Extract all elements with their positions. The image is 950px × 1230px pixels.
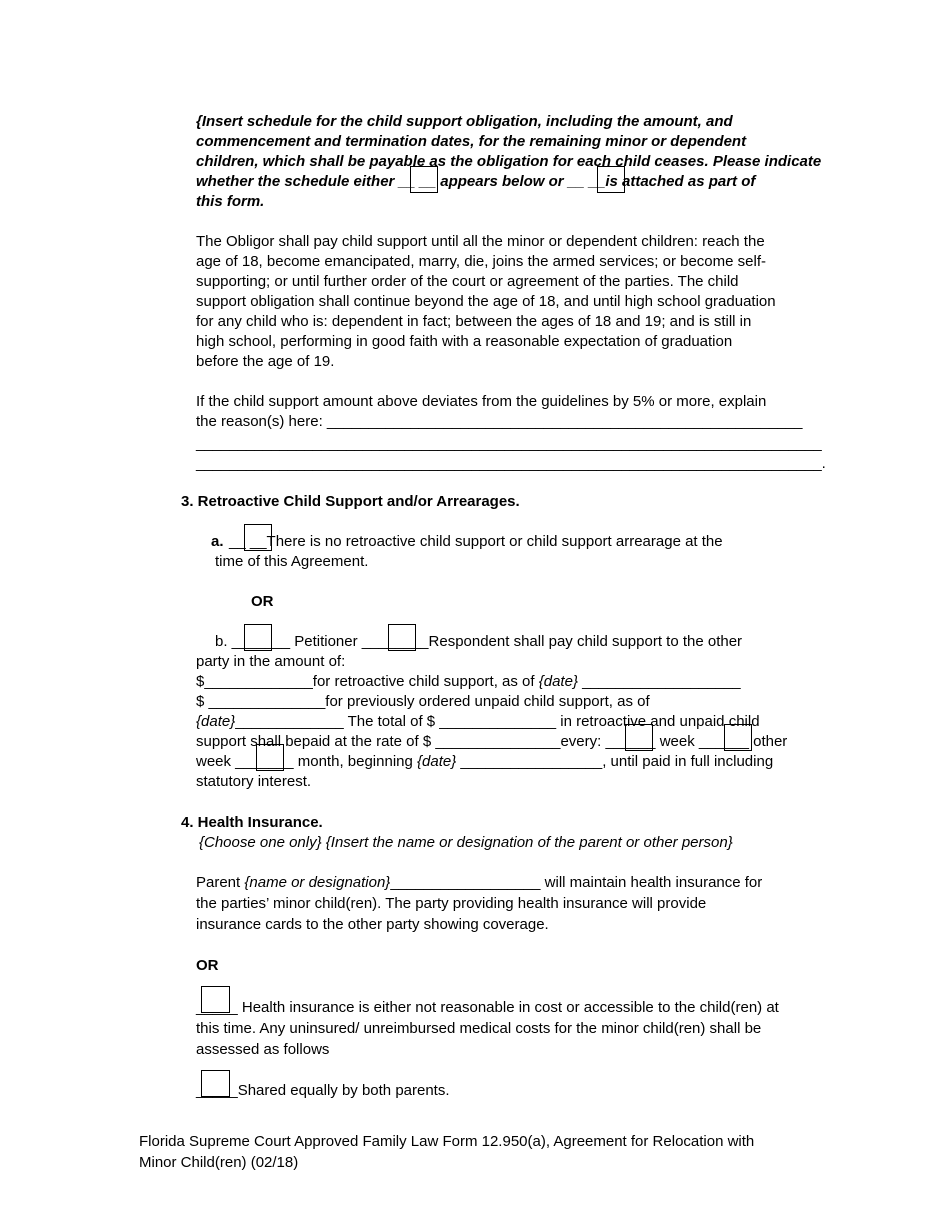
- parent-label: Parent: [196, 874, 245, 891]
- choose-one-instruction: {Choose one only} {Insert the name or designation of the parent or other person}: [199, 834, 733, 851]
- schedule-attached-checkbox[interactable]: [597, 166, 625, 193]
- section-3-or: OR: [251, 593, 274, 610]
- no-retroactive-support-checkbox[interactable]: [244, 524, 272, 551]
- parent-designation-label: {name or designation}: [244, 874, 391, 891]
- retroactive-date-field[interactable]: ___________________: [577, 673, 741, 690]
- deviation-line-1: If the child support amount above deviates from the guidelines by 5% or more, explain: [196, 393, 767, 410]
- parent-designation-line[interactable]: [196, 873, 762, 893]
- schedule-appears-below-checkbox[interactable]: [410, 166, 438, 193]
- parent-line-2: the parties’ minor child(ren). The party providing health insurance will provide: [196, 895, 707, 912]
- section-4-heading: 4. Health Insurance.: [181, 814, 323, 831]
- schedule-line-2: commencement and termination dates, for the remaining minor or dependent: [196, 133, 747, 150]
- footer-line-1: Florida Supreme Court Approved Family Law Form 12.950(a), Agreement for Relocation with: [139, 1133, 755, 1150]
- deviation-reason-field[interactable]: the reason(s) here: _________________________________________________________: [196, 413, 803, 430]
- obligor-line-6: high school, performing in good faith with a reasonable expectation of graduation: [196, 333, 733, 350]
- parent-line-3: insurance cards to the other party showing coverage.: [196, 916, 549, 933]
- obligor-line-3: supporting; or until further order of the court or agreement of the parties. The child: [196, 273, 739, 290]
- shared-equally-line: _____Shared equally by both parents.: [196, 1082, 450, 1099]
- option-a-line-1: __ __There is no retroactive child support or child support arrearage at the: [229, 533, 723, 550]
- petitioner-checkbox[interactable]: [244, 624, 272, 651]
- obligor-line-2: age of 18, become emancipated, marry, die, joins the armed services; or become self-: [196, 253, 766, 270]
- schedule-line-5: this form.: [196, 193, 265, 210]
- beginning-date-field[interactable]: _________________, until paid in full including: [456, 753, 774, 770]
- schedule-line-1: {Insert schedule for the child support obligation, including the amount, and: [196, 113, 733, 130]
- option-b-line-1: b. _______ Petitioner ________Respondent shall pay child support to the other: [215, 633, 743, 650]
- obligor-line-4: support obligation shall continue beyond the age of 18, and until high school graduation: [196, 293, 776, 310]
- unpaid-amount-line[interactable]: $ ______________for previously ordered unpaid child support, as of: [196, 693, 650, 710]
- total-amount-text[interactable]: _____________ The total of $ ______________ in retroactive and unpaid child: [235, 713, 760, 730]
- total-line[interactable]: [196, 712, 760, 732]
- respondent-checkbox[interactable]: [388, 624, 416, 651]
- unpaid-date-label: {date}: [196, 713, 236, 730]
- parent-designation-field[interactable]: __________________ will maintain health insurance for: [390, 874, 763, 891]
- deviation-reason-line-2[interactable]: ___________________________________________________________________________: [196, 435, 822, 452]
- not-reasonable-line-1: _____ Health insurance is either not reasonable in cost or accessible to the child(ren) at: [196, 999, 779, 1016]
- month-text: week _______ month, beginning: [196, 753, 418, 770]
- section-3-heading: 3. Retroactive Child Support and/or Arrearages.: [181, 493, 520, 510]
- retroactive-amount-line[interactable]: [196, 672, 741, 692]
- option-a-label: a.: [211, 533, 224, 550]
- weekly-checkbox[interactable]: [625, 724, 653, 751]
- other-week-checkbox[interactable]: [724, 724, 752, 751]
- payment-rate-line[interactable]: support shall bepaid at the rate of $ _______________every: ______ week ______ other: [196, 733, 788, 750]
- obligor-line-5: for any child who is: dependent in fact; between the ages of 18 and 19; and is still in: [196, 313, 752, 330]
- not-reasonable-line-3: assessed as follows: [196, 1041, 330, 1058]
- option-a-line-2: time of this Agreement.: [215, 553, 369, 570]
- retroactive-date-label: {date}: [538, 673, 578, 690]
- statutory-interest-line: statutory interest.: [196, 773, 312, 790]
- retroactive-amount-pre: $_____________for retroactive child support, as of: [196, 673, 539, 690]
- obligor-line-1: The Obligor shall pay child support until all the minor or dependent children: reach the: [196, 233, 765, 250]
- option-b-line-2: party in the amount of:: [196, 653, 346, 670]
- not-reasonable-line-2: this time. Any uninsured/ unreimbursed medical costs for the minor child(ren) shall be: [196, 1020, 762, 1037]
- footer-line-2: Minor Child(ren) (02/18): [139, 1154, 299, 1171]
- deviation-reason-line-3[interactable]: ___________________________________________________________________________.: [196, 455, 826, 472]
- section-4-or: OR: [196, 957, 219, 974]
- obligor-line-7: before the age of 19.: [196, 353, 335, 370]
- beginning-date-label: {date}: [417, 753, 457, 770]
- schedule-line-4: whether the schedule either __ __ appears below or __ __is attached as part of: [196, 173, 756, 190]
- schedule-line-3: children, which shall be payable as the obligation for each child ceases. Please indicate: [196, 153, 822, 170]
- monthly-checkbox[interactable]: [256, 744, 284, 771]
